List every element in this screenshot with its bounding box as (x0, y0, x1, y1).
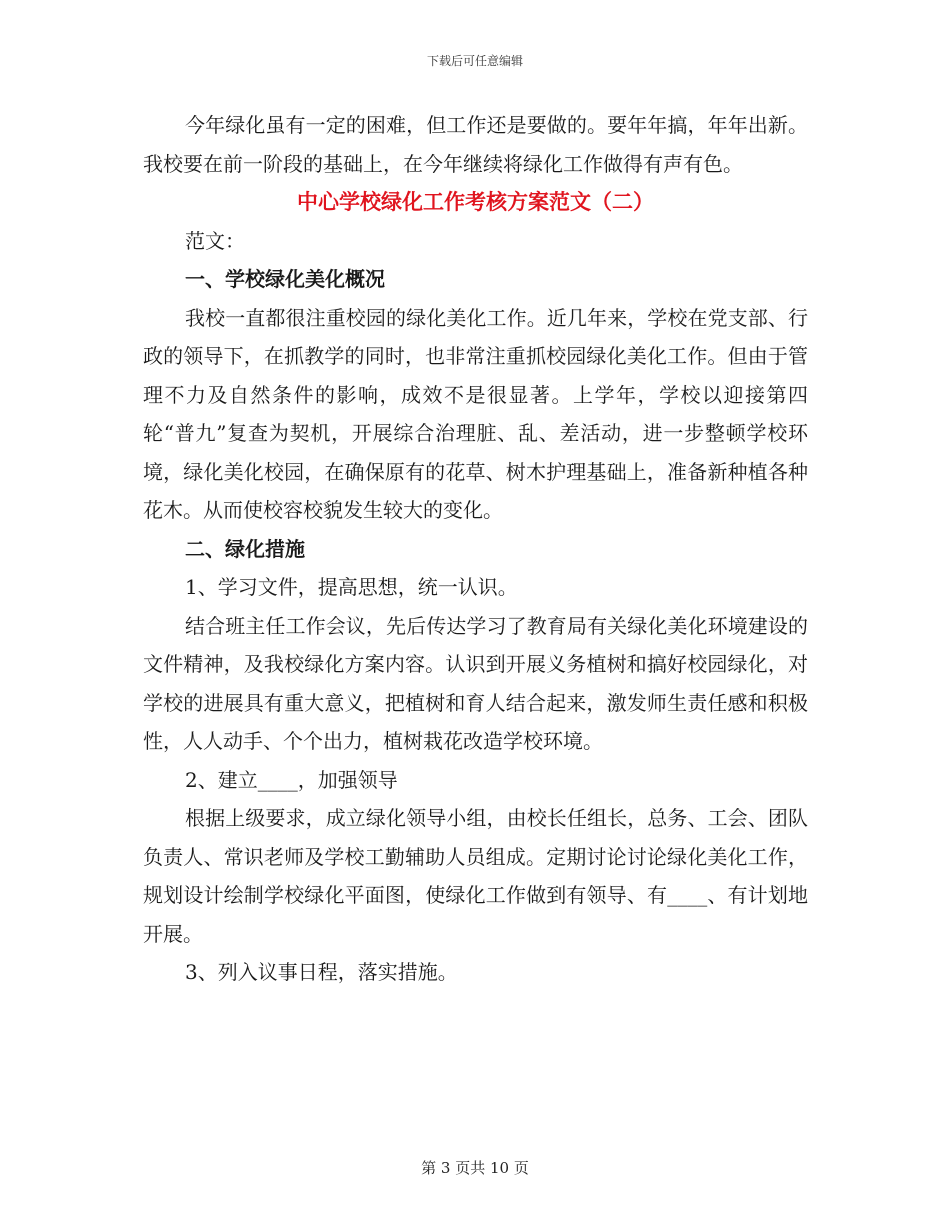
section1-body: 我校一直都很注重校园的绿化美化工作。近几年来，学校在党支部、行政的领导下，在抓教学的同时，也非常注重抓校园绿化美化工作。但由于管理不力及自然条件的影响，成效不是很显著。上学年，学校以迎接第四轮“普九”复查为契机，开展综合治理脏、乱、差活动，进一步整顿学校环境，绿化美化校园，在确保原有的花草、树木护理基础上，准备新种植各种花木。从而使校容校貌发生较大的变化。 (143, 305, 808, 522)
section2-heading: 二、绿化措施 (185, 536, 305, 561)
document-title: 中心学校绿化工作考核方案范文（二） (297, 190, 654, 214)
fanwen-label: 范文： (185, 228, 245, 253)
page-footer: 第 3 页共 10 页 (421, 1159, 529, 1177)
document-body (143, 106, 808, 992)
item3-heading: 3、列入议事日程，落实措施。 (185, 960, 458, 984)
item1-heading: 1、学习文件，提高思想，统一认识。 (185, 575, 518, 599)
section1-heading: 一、学校绿化美化概况 (185, 267, 385, 291)
intro-paragraph: 今年绿化虽有一定的困难，但工作还是要做的。要年年搞，年年出新。我校要在前一阶段的基础上，在今年继续将绿化工作做得有声有色。 (143, 113, 808, 176)
item2-heading: 2、建立____，加强领导 (185, 767, 398, 792)
page-header: 下载后可任意编辑 (426, 54, 523, 68)
item2-body: 根据上级要求，成立绿化领导小组，由校长任组长，总务、工会、团队负责人、常识老师及学校工勤辅助人员组成。定期讨论讨论绿化美化工作，规划设计绘制学校绿化平面图，使绿化工作做到有领导、有____、有计划地开展。 (143, 806, 808, 946)
item1-body: 结合班主任工作会议，先后传达学习了教育局有关绿化美化环境建设的文件精神，及我校绿化方案内容。认识到开展义务植树和搞好校园绿化，对学校的进展具有重大意义，把植树和育人结合起来，激发师生责任感和积极性，人人动手、个个出力，植树栽花改造学校环境。 (143, 613, 808, 753)
